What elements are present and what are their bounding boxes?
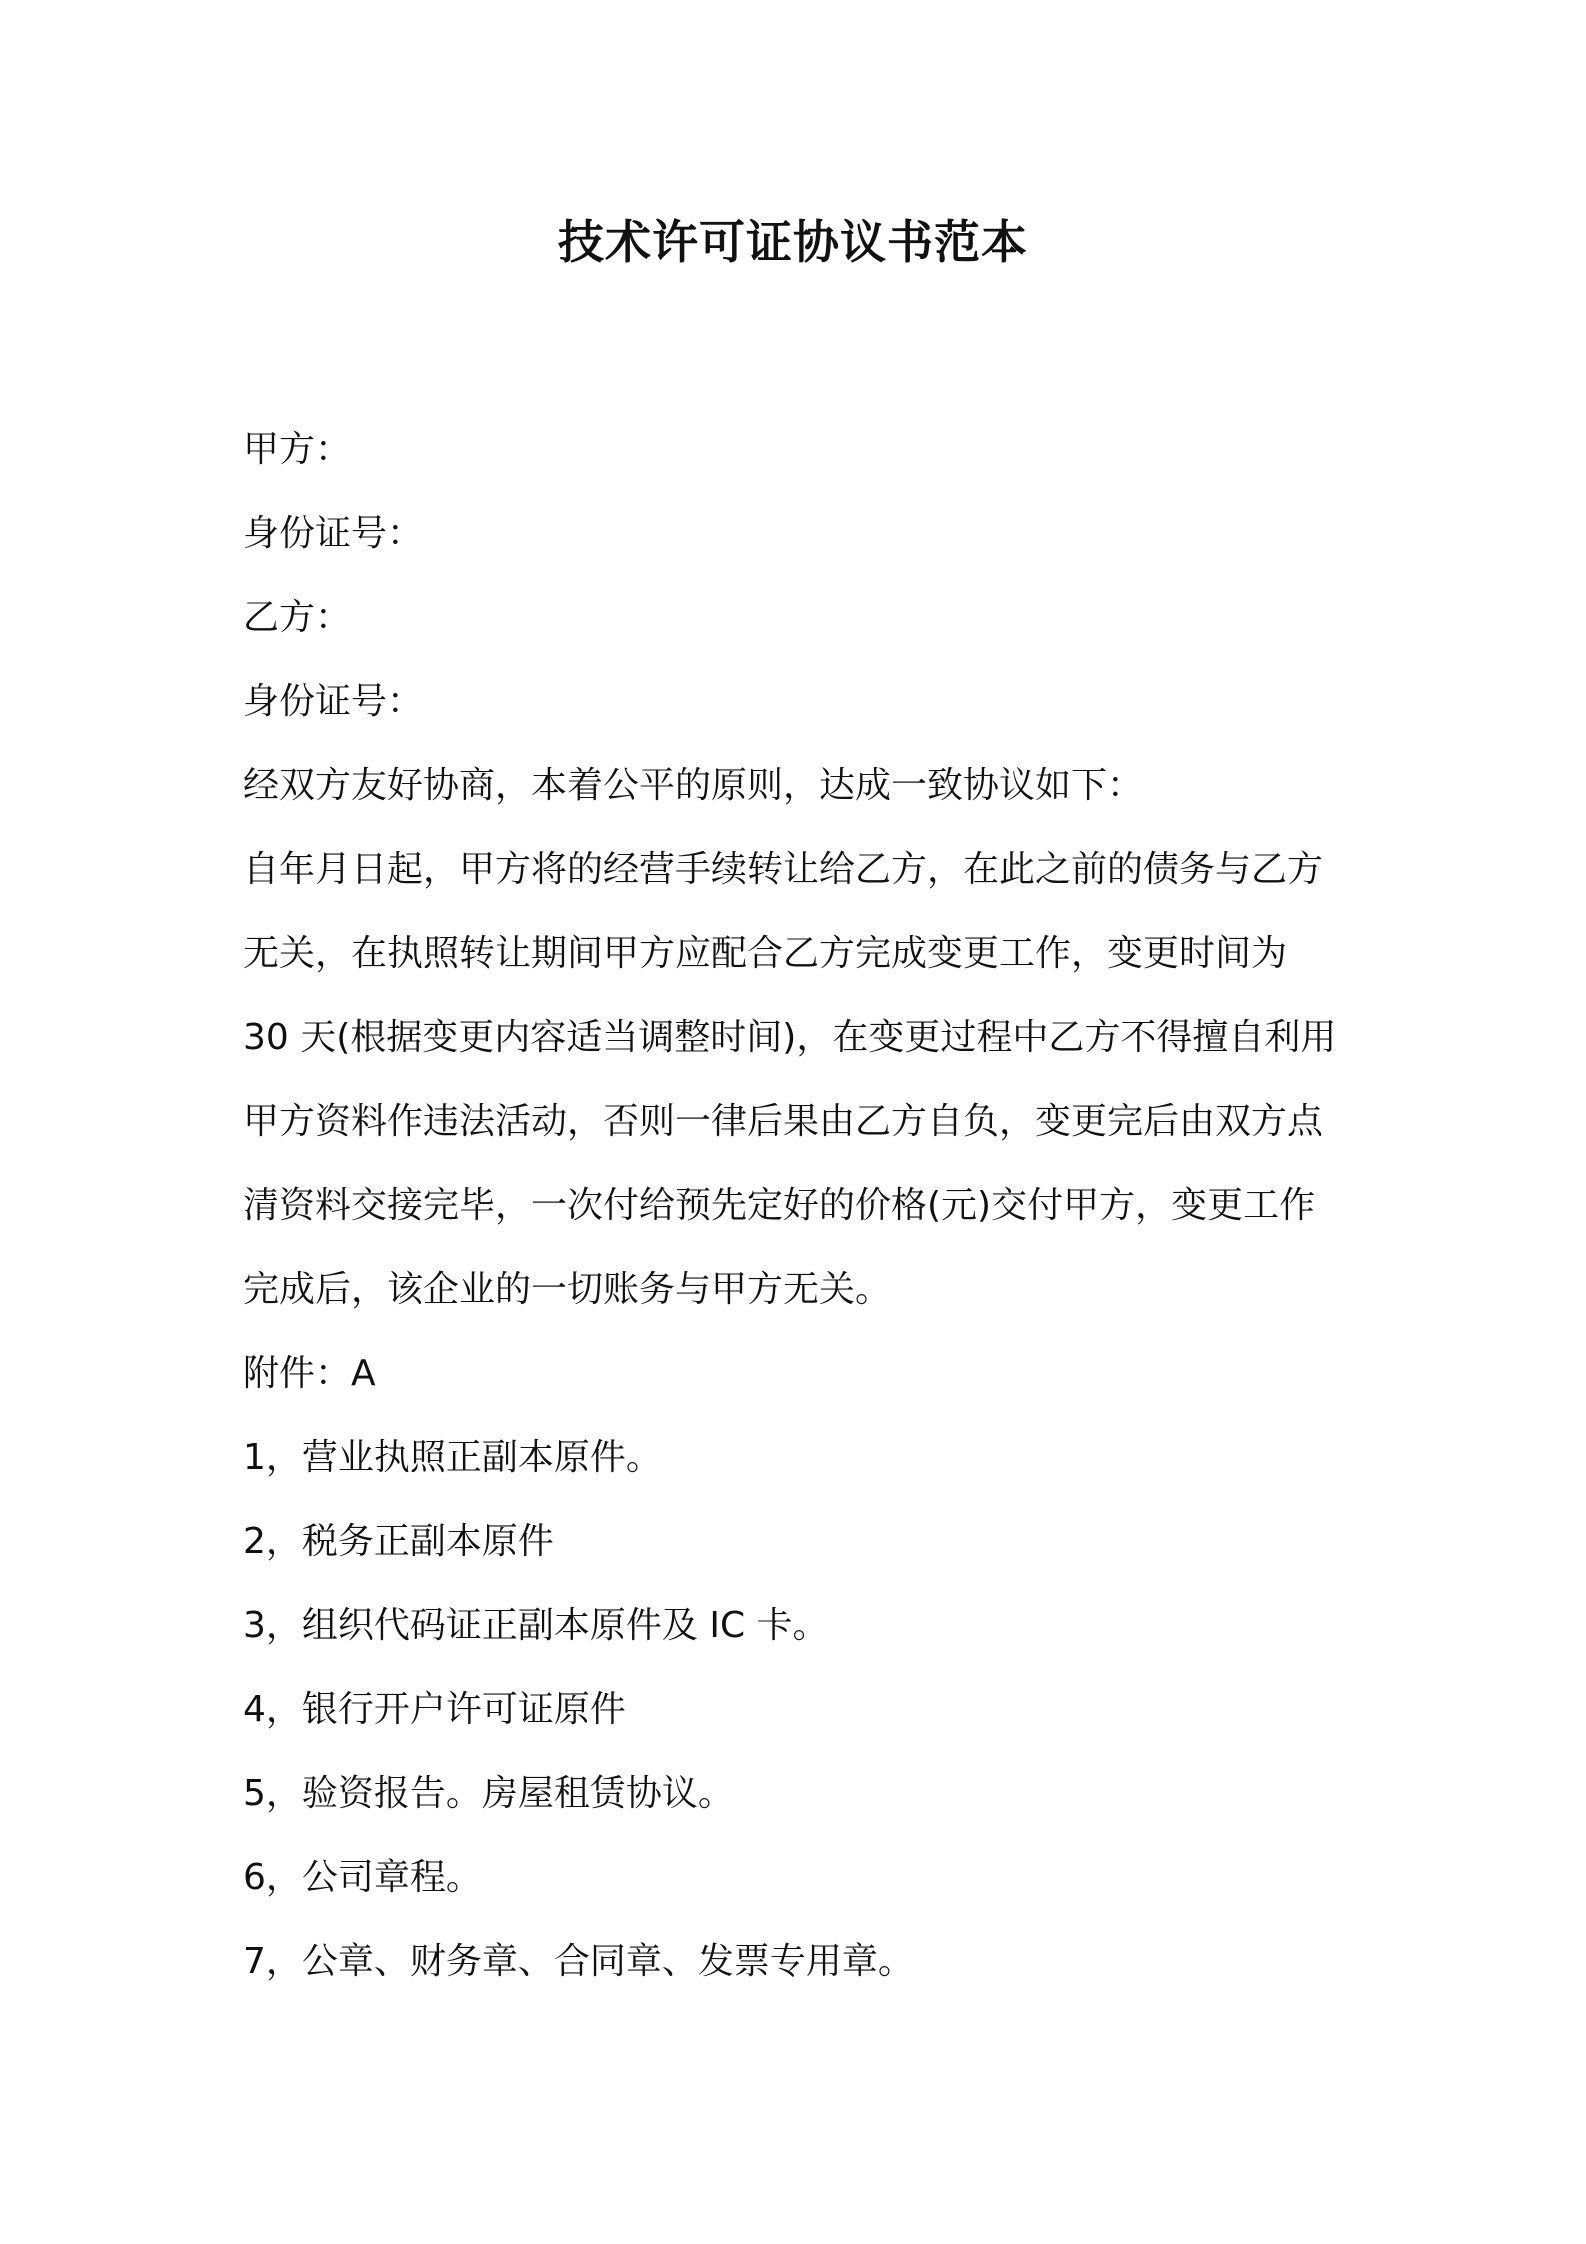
document-body xyxy=(243,408,1355,2004)
party-a-field: 甲方： xyxy=(243,429,352,470)
party-a-id-field: 身份证号： xyxy=(243,513,424,554)
body-line: 甲方资料作违法活动，否则一律后果由乙方自负，变更完后由双方点 xyxy=(243,1101,1324,1142)
party-b-field: 乙方： xyxy=(243,597,352,638)
attachment-item: 7，公章、财务章、合同章、发票专用章。 xyxy=(243,1941,914,1982)
body-line: 完成后，该企业的一切账务与甲方无关。 xyxy=(243,1269,892,1310)
party-b-id-field: 身份证号： xyxy=(243,681,424,722)
attachment-item: 3，组织代码证正副本原件及 IC 卡。 xyxy=(243,1605,829,1646)
attachment-item: 6，公司章程。 xyxy=(243,1857,482,1898)
body-line: 30 天(根据变更内容适当调整时间)，在变更过程中乙方不得擅自利用 xyxy=(243,1017,1337,1058)
body-line: 自年月日起，甲方将的经营手续转让给乙方，在此之前的债务与乙方 xyxy=(243,849,1324,890)
intro-text: 经双方友好协商，本着公平的原则，达成一致协议如下： xyxy=(243,765,1144,806)
body-line: 清资料交接完毕，一次付给预先定好的价格(元)交付甲方，变更工作 xyxy=(243,1185,1316,1226)
attachment-heading: 附件：A xyxy=(243,1353,376,1394)
attachment-item: 2，税务正副本原件 xyxy=(243,1521,554,1562)
attachment-item: 4，银行开户许可证原件 xyxy=(243,1689,626,1730)
attachment-item: 5，验资报告。房屋租赁协议。 xyxy=(243,1773,734,1814)
attachment-item: 1，营业执照正副本原件。 xyxy=(243,1437,662,1478)
document-title: 技术许可证协议书范本 xyxy=(558,215,1028,269)
body-line: 无关，在执照转让期间甲方应配合乙方完成变更工作，变更时间为 xyxy=(243,933,1288,974)
